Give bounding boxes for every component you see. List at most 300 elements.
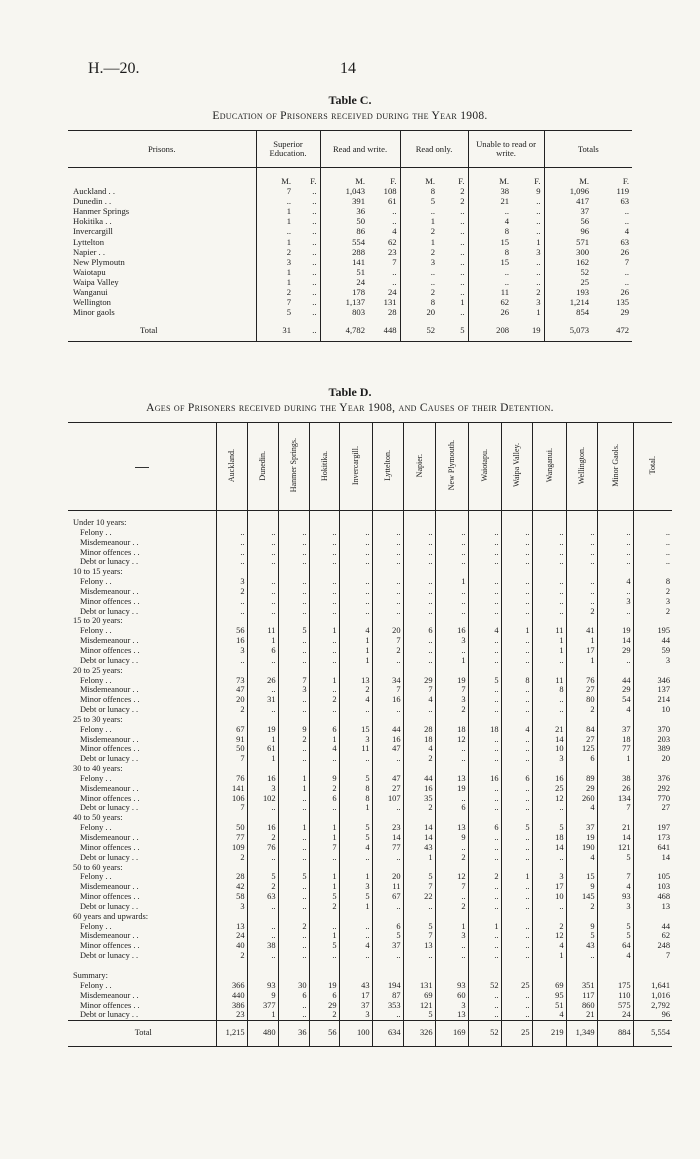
value-cell: 2 xyxy=(400,226,438,236)
empty-cell xyxy=(501,863,532,873)
value-cell: .. xyxy=(532,803,566,813)
value-cell: .. xyxy=(372,754,403,764)
value-cell: 2 xyxy=(256,247,294,257)
value-cell: 4 xyxy=(339,941,372,951)
value-cell: 19 xyxy=(597,626,633,636)
value-cell: .. xyxy=(339,607,372,617)
table-row xyxy=(68,287,632,297)
total-cell: 326 xyxy=(403,1021,435,1047)
value-cell: 2 xyxy=(633,587,672,597)
value-cell: .. xyxy=(536,196,541,207)
value-cell: .. xyxy=(468,705,501,715)
empty-cell xyxy=(633,511,672,528)
value-cell: .. xyxy=(216,607,247,617)
table-row xyxy=(68,557,672,567)
value-cell: 1 xyxy=(309,735,339,745)
value-cell: 16 xyxy=(532,774,566,784)
value-cell: .. xyxy=(536,266,541,277)
offence-label: Misdemeanour . . xyxy=(80,833,139,842)
value-cell: .. xyxy=(392,206,397,217)
value-cell: 417 xyxy=(544,196,592,206)
value-cell: 102 xyxy=(247,794,278,804)
value-cell: 20 xyxy=(372,626,403,636)
offence-label: Felony . . xyxy=(80,527,112,537)
value-cell: .. xyxy=(501,754,532,764)
value-cell: 59 xyxy=(633,646,672,656)
value-cell: 52 xyxy=(468,981,501,991)
total-cell: 52 xyxy=(400,317,438,342)
value-cell: 106 xyxy=(216,794,247,804)
table-row xyxy=(68,941,672,951)
value-cell: 5 xyxy=(403,872,435,882)
value-cell: 5 xyxy=(532,823,566,833)
table-d xyxy=(68,422,672,1047)
value-cell: 13 xyxy=(435,823,468,833)
sex-label: M. xyxy=(400,168,438,187)
value-cell: .. xyxy=(216,528,247,538)
table-row xyxy=(68,725,672,735)
value-cell: 11 xyxy=(339,744,372,754)
total-cell: 208 xyxy=(468,317,512,342)
value-cell: 131 xyxy=(403,981,435,991)
value-cell: .. xyxy=(501,784,532,794)
empty-cell xyxy=(216,813,247,823)
column-header xyxy=(403,423,435,511)
empty-cell xyxy=(216,666,247,676)
value-cell: 40 xyxy=(216,941,247,951)
value-cell: 6 xyxy=(403,626,435,636)
value-cell: .. xyxy=(532,705,566,715)
value-cell: 14 xyxy=(372,833,403,843)
value-cell: .. xyxy=(468,853,501,863)
value-cell: .. xyxy=(460,226,465,237)
table-row xyxy=(68,186,632,196)
column-header-label: Auckland. xyxy=(227,448,236,483)
value-cell: 3 xyxy=(536,297,541,308)
value-cell: 6 xyxy=(435,803,468,813)
value-cell: .. xyxy=(501,882,532,892)
value-cell: .. xyxy=(597,557,633,567)
value-cell: 1 xyxy=(400,237,438,247)
table-row xyxy=(68,853,672,863)
value-cell: 2 xyxy=(216,853,247,863)
table-row xyxy=(68,892,672,902)
empty-cell xyxy=(339,912,372,922)
label-column-header xyxy=(68,423,216,511)
value-cell: 5 xyxy=(309,892,339,902)
empty-cell xyxy=(372,616,403,626)
group-header-row xyxy=(68,813,672,823)
value-cell: 2 xyxy=(309,902,339,912)
empty-cell xyxy=(278,863,309,873)
value-cell: .. xyxy=(278,931,309,941)
value-cell: 1 xyxy=(309,931,339,941)
value-cell: .. xyxy=(460,206,465,217)
empty-cell xyxy=(633,912,672,922)
offence-label: Misdemeanour . . xyxy=(80,636,139,646)
group-label: Under 10 years: xyxy=(73,518,127,527)
value-cell: 61 xyxy=(387,196,397,207)
empty-cell xyxy=(468,863,501,873)
empty-cell xyxy=(501,912,532,922)
value-cell: 20 xyxy=(372,872,403,882)
value-cell: 96 xyxy=(633,1010,672,1020)
value-cell: .. xyxy=(403,597,435,607)
value-cell: 194 xyxy=(372,981,403,991)
value-cell: 15 xyxy=(566,872,597,882)
empty-cell xyxy=(532,715,566,725)
value-cell: 61 xyxy=(247,744,278,754)
value-cell: 3 xyxy=(339,735,372,745)
column-header xyxy=(216,423,247,511)
offence-label: Misdemeanour . . xyxy=(80,990,139,1000)
value-cell: 2 xyxy=(400,287,438,297)
value-cell: 37 xyxy=(566,823,597,833)
value-cell: 1 xyxy=(532,636,566,646)
prison-name: Wanganui xyxy=(73,287,108,298)
value-cell: 3 xyxy=(536,246,541,257)
value-cell: 7 xyxy=(309,843,339,853)
value-cell: 141 xyxy=(320,257,368,267)
value-cell: 41 xyxy=(566,626,597,636)
value-cell: 16 xyxy=(403,784,435,794)
empty-cell xyxy=(278,961,309,981)
value-cell: 1 xyxy=(309,833,339,843)
value-cell: 37 xyxy=(339,1001,372,1011)
value-cell: .. xyxy=(372,803,403,813)
value-cell: 6 xyxy=(309,725,339,735)
prison-name: Napier . . xyxy=(73,246,105,257)
group-label: 20 to 25 years: xyxy=(73,665,123,675)
empty-cell xyxy=(435,511,468,528)
value-cell: .. xyxy=(400,277,438,287)
value-cell: 803 xyxy=(320,307,368,317)
value-cell: 1 xyxy=(309,872,339,882)
total-cell: 1,215 xyxy=(216,1021,247,1047)
value-cell: .. xyxy=(501,794,532,804)
value-cell: 26 xyxy=(620,287,630,298)
empty-cell xyxy=(468,764,501,774)
group-header-row xyxy=(68,912,672,922)
value-cell: .. xyxy=(247,577,278,587)
total-cell: 5 xyxy=(460,325,465,336)
value-cell: 2 xyxy=(435,853,468,863)
value-cell: .. xyxy=(468,991,501,1001)
table-row xyxy=(68,705,672,715)
value-cell: .. xyxy=(468,941,501,951)
empty-cell xyxy=(532,961,566,981)
value-cell: .. xyxy=(403,705,435,715)
table-row xyxy=(68,922,672,932)
value-cell: 376 xyxy=(633,774,672,784)
value-cell: 13 xyxy=(435,1010,468,1020)
value-cell: 50 xyxy=(320,216,368,226)
empty-cell xyxy=(309,616,339,626)
prison-name: New Plymoutn xyxy=(73,256,125,267)
empty-cell xyxy=(468,666,501,676)
value-cell: 4 xyxy=(468,216,512,226)
offence-label: Minor offences . . xyxy=(80,547,140,557)
value-cell: 141 xyxy=(216,784,247,794)
value-cell: .. xyxy=(624,266,630,277)
page-number: 14 xyxy=(340,60,356,77)
group-label: 40 to 50 years: xyxy=(73,813,123,823)
value-cell: .. xyxy=(403,607,435,617)
value-cell: .. xyxy=(247,685,278,695)
value-cell: 2 xyxy=(566,902,597,912)
value-cell: 9 xyxy=(536,186,541,197)
value-cell: 89 xyxy=(566,774,597,784)
value-cell: 4 xyxy=(566,853,597,863)
value-cell: 1 xyxy=(435,922,468,932)
offence-label: Debt or lunacy . . xyxy=(80,754,139,764)
value-cell: .. xyxy=(468,784,501,794)
value-cell: .. xyxy=(278,597,309,607)
value-cell: .. xyxy=(435,538,468,548)
empty-cell xyxy=(216,567,247,577)
value-cell: 13 xyxy=(633,902,672,912)
value-cell: 1 xyxy=(339,803,372,813)
value-cell: .. xyxy=(468,277,512,287)
value-cell: .. xyxy=(400,206,438,216)
value-cell: 5 xyxy=(597,853,633,863)
empty-cell xyxy=(339,764,372,774)
empty-cell xyxy=(633,863,672,873)
value-cell: 29 xyxy=(597,685,633,695)
value-cell: 1 xyxy=(566,656,597,666)
value-cell: .. xyxy=(278,951,309,961)
value-cell: 1 xyxy=(339,646,372,656)
value-cell: 5 xyxy=(566,931,597,941)
empty-cell xyxy=(532,666,566,676)
value-cell: .. xyxy=(468,267,512,277)
value-cell: 93 xyxy=(597,892,633,902)
value-cell: 203 xyxy=(633,735,672,745)
value-cell: 173 xyxy=(633,833,672,843)
value-cell: 30 xyxy=(278,981,309,991)
value-cell: .. xyxy=(372,538,403,548)
value-cell: .. xyxy=(566,548,597,558)
value-cell: 28 xyxy=(216,872,247,882)
empty-cell xyxy=(566,666,597,676)
empty-cell xyxy=(372,863,403,873)
value-cell: 77 xyxy=(216,833,247,843)
value-cell: 377 xyxy=(247,1001,278,1011)
value-cell: .. xyxy=(532,557,566,567)
value-cell: 7 xyxy=(256,186,294,196)
empty-cell xyxy=(216,912,247,922)
value-cell: .. xyxy=(468,685,501,695)
value-cell: .. xyxy=(468,1001,501,1011)
value-cell: 6 xyxy=(309,991,339,1001)
value-cell: 4 xyxy=(309,744,339,754)
total-cell: .. xyxy=(312,325,317,336)
prison-name: Auckland . . xyxy=(73,186,116,197)
value-cell: 27 xyxy=(566,735,597,745)
value-cell: 1 xyxy=(403,853,435,863)
value-cell: .. xyxy=(468,843,501,853)
empty-cell xyxy=(633,666,672,676)
value-cell: 7 xyxy=(403,685,435,695)
empty-cell xyxy=(501,813,532,823)
empty-cell xyxy=(566,616,597,626)
total-cell: 1,349 xyxy=(566,1021,597,1047)
value-cell: 5 xyxy=(278,626,309,636)
value-cell: .. xyxy=(501,695,532,705)
value-cell: .. xyxy=(309,646,339,656)
value-cell: 1 xyxy=(309,823,339,833)
empty-cell xyxy=(566,912,597,922)
total-cell: 480 xyxy=(247,1021,278,1047)
value-cell: 14 xyxy=(403,823,435,833)
total-cell: 19 xyxy=(531,325,541,336)
value-cell: .. xyxy=(339,754,372,764)
value-cell: 1,214 xyxy=(544,297,592,307)
table-row xyxy=(68,991,672,1001)
value-cell: 5 xyxy=(501,823,532,833)
value-cell: 93 xyxy=(435,981,468,991)
value-cell: 56 xyxy=(216,626,247,636)
header-unable: Unable to read or write. xyxy=(468,131,544,168)
empty-cell xyxy=(633,813,672,823)
value-cell: .. xyxy=(278,528,309,538)
value-cell: 62 xyxy=(387,236,397,247)
value-cell: .. xyxy=(501,705,532,715)
value-cell: .. xyxy=(566,587,597,597)
value-cell: 10 xyxy=(633,705,672,715)
value-cell: .. xyxy=(278,548,309,558)
value-cell: .. xyxy=(501,538,532,548)
empty-cell xyxy=(216,511,247,528)
offence-label: Minor offences . . xyxy=(80,744,140,754)
value-cell: 137 xyxy=(633,685,672,695)
value-cell: 554 xyxy=(320,237,368,247)
value-cell: 5 xyxy=(339,823,372,833)
value-cell: .. xyxy=(501,587,532,597)
value-cell: 2 xyxy=(403,754,435,764)
value-cell: 2 xyxy=(309,1010,339,1020)
column-header-label: Hokitika. xyxy=(319,450,329,481)
empty-cell xyxy=(566,863,597,873)
value-cell: .. xyxy=(597,656,633,666)
value-cell: 2 xyxy=(216,587,247,597)
prison-name: Lyttelton xyxy=(73,236,105,247)
value-cell: 134 xyxy=(597,794,633,804)
value-cell: 20 xyxy=(400,307,438,317)
value-cell: 2 xyxy=(633,607,672,617)
value-cell: 860 xyxy=(566,1001,597,1011)
value-cell: 19 xyxy=(435,784,468,794)
value-cell: 96 xyxy=(544,226,592,236)
empty-cell xyxy=(501,961,532,981)
value-cell: 7 xyxy=(278,676,309,686)
value-cell: 14 xyxy=(532,843,566,853)
empty-cell xyxy=(309,863,339,873)
value-cell: .. xyxy=(278,853,309,863)
empty-cell xyxy=(532,863,566,873)
value-cell: .. xyxy=(435,744,468,754)
value-cell: 5 xyxy=(468,676,501,686)
value-cell: 6 xyxy=(372,922,403,932)
column-header xyxy=(339,423,372,511)
value-cell: .. xyxy=(278,1001,309,1011)
offence-label: Felony . . xyxy=(80,823,112,833)
value-cell: .. xyxy=(597,607,633,617)
value-cell: 67 xyxy=(372,892,403,902)
value-cell: .. xyxy=(339,557,372,567)
column-header-label: Lyttelton. xyxy=(383,450,392,481)
offence-label: Felony . . xyxy=(80,577,112,587)
sex-label: F. xyxy=(458,176,465,186)
value-cell: 19 xyxy=(247,725,278,735)
value-cell: .. xyxy=(247,557,278,567)
empty-cell xyxy=(403,813,435,823)
value-cell: 4 xyxy=(624,226,630,237)
table-row xyxy=(68,803,672,813)
value-cell: .. xyxy=(468,754,501,764)
value-cell: 3 xyxy=(339,882,372,892)
value-cell: 108 xyxy=(383,186,397,197)
value-cell: 1 xyxy=(536,236,541,247)
value-cell: .. xyxy=(247,931,278,941)
value-cell: 27 xyxy=(633,803,672,813)
value-cell: 47 xyxy=(372,774,403,784)
value-cell: 3 xyxy=(597,902,633,912)
value-cell: 44 xyxy=(403,774,435,784)
value-cell: 5 xyxy=(400,196,438,206)
empty-cell xyxy=(597,764,633,774)
value-cell: .. xyxy=(532,528,566,538)
empty-cell xyxy=(566,764,597,774)
total-cell: 448 xyxy=(383,325,397,336)
value-cell: 47 xyxy=(216,685,247,695)
value-cell: .. xyxy=(278,705,309,715)
empty-cell xyxy=(278,912,309,922)
value-cell: .. xyxy=(435,794,468,804)
empty-cell xyxy=(372,961,403,981)
empty-cell xyxy=(403,616,435,626)
table-row xyxy=(68,754,672,764)
table-row xyxy=(68,833,672,843)
value-cell: 193 xyxy=(544,287,592,297)
value-cell: 29 xyxy=(620,307,630,318)
value-cell: 13 xyxy=(216,922,247,932)
value-cell: 37 xyxy=(372,941,403,951)
value-cell: 353 xyxy=(372,1001,403,1011)
empty-cell xyxy=(532,511,566,528)
value-cell: 7 xyxy=(216,754,247,764)
empty-cell xyxy=(435,813,468,823)
value-cell: .. xyxy=(501,597,532,607)
value-cell: .. xyxy=(247,705,278,715)
header-totals: Totals xyxy=(544,131,632,168)
group-header-row xyxy=(68,616,672,626)
empty-cell xyxy=(435,567,468,577)
value-cell: .. xyxy=(309,607,339,617)
value-cell: 6 xyxy=(309,794,339,804)
value-cell: .. xyxy=(460,236,465,247)
value-cell: 14 xyxy=(597,636,633,646)
value-cell: .. xyxy=(633,528,672,538)
empty-cell xyxy=(468,961,501,981)
value-cell: 8 xyxy=(400,186,438,196)
value-cell: 21 xyxy=(566,1010,597,1020)
value-cell: .. xyxy=(468,607,501,617)
value-cell: 2 xyxy=(372,646,403,656)
sex-label: M. xyxy=(256,168,294,187)
value-cell: 1 xyxy=(309,882,339,892)
empty-cell xyxy=(501,666,532,676)
